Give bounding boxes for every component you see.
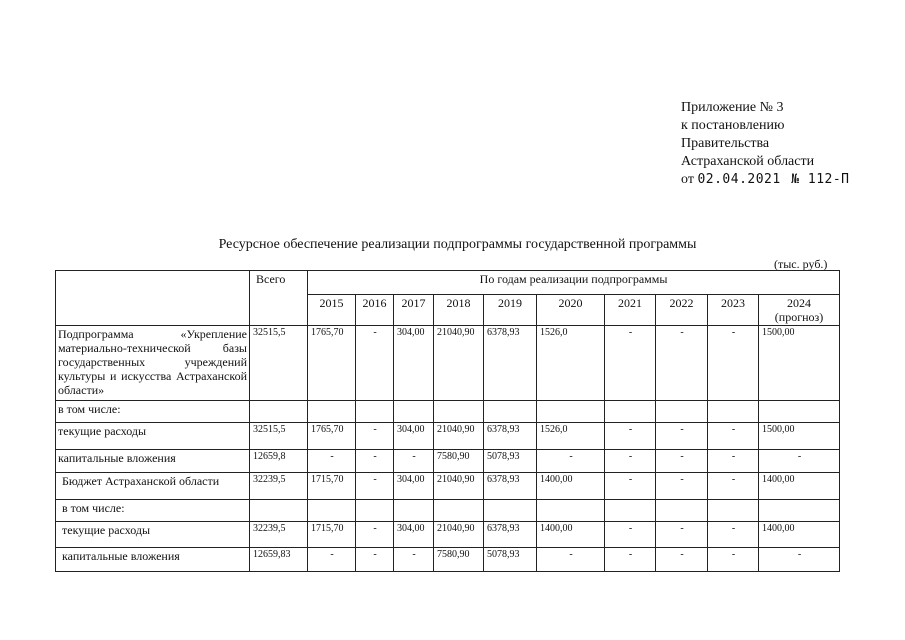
year-value-cell: - [537,548,605,572]
year-value-cell: 6378,93 [484,473,537,500]
document-title: Ресурсное обеспечение реализации подпрограммы государственной программы [218,237,697,252]
row-label: капитальные вложения [56,450,250,473]
capital-investments-row [56,450,840,473]
year-value-cell [605,401,656,423]
year-value-cell: - [708,450,759,473]
forecast-note: (прогноз) [774,310,824,324]
resolution-date: 02.04.2021 [697,172,781,187]
year-value-cell: - [356,473,394,500]
appendix-line-2: к постановлению [681,118,785,133]
year-value-cell: - [656,326,708,401]
year-value-cell: - [656,423,708,450]
year-header: 2022 [656,295,708,326]
year-value-cell: - [605,423,656,450]
year-value-cell [434,401,484,423]
year-value-cell: 7580,90 [434,450,484,473]
year-value-cell [394,500,434,522]
year-value-cell [759,401,840,423]
year-value-cell: 21040,90 [434,522,484,548]
appendix-line-4: Астраханской области [681,154,815,169]
header-empty-cell [56,271,250,326]
year-value-cell: - [605,522,656,548]
including-row [56,401,840,423]
header-row-1 [56,271,840,295]
year-value-cell: 21040,90 [434,423,484,450]
year-value-cell: - [356,450,394,473]
year-value-cell: - [708,522,759,548]
year-header: 2019 [484,295,537,326]
resolution-number: № 112-П [791,172,850,187]
year-value-cell: 1526,0 [537,423,605,450]
year-value-cell: - [759,548,840,572]
total-cell [250,500,308,522]
year-value-cell: 1500,00 [759,326,840,401]
year-value-cell: 7580,90 [434,548,484,572]
year-value-cell: 1400,00 [537,473,605,500]
row-label: капитальные вложения [56,548,250,572]
year-value-cell: 1400,00 [537,522,605,548]
year-value-cell: 1400,00 [759,522,840,548]
year-value-cell [537,500,605,522]
including-row [56,500,840,522]
capital-investments-row [56,548,840,572]
year-value-cell: - [605,326,656,401]
year-value-cell [484,500,537,522]
year-value-cell: 304,00 [394,473,434,500]
total-cell [250,401,308,423]
year-value-cell: - [656,450,708,473]
year-value-cell [656,500,708,522]
year-value-cell: 21040,90 [434,473,484,500]
year-value-cell: - [708,473,759,500]
header-total: Всего [250,271,308,326]
year-value-cell: 304,00 [394,326,434,401]
appendix-block [681,99,850,189]
regional-budget-row [56,473,840,500]
total-cell: 32515,5 [250,326,308,401]
year-header: 2021 [605,295,656,326]
year-value-cell: - [356,326,394,401]
year-header: 2015 [308,295,356,326]
year-value-cell [537,401,605,423]
year-value-cell: - [605,450,656,473]
total-cell: 32239,5 [250,473,308,500]
year-value-cell: 5078,93 [484,450,537,473]
year-value-cell: - [708,326,759,401]
current-expenses-row [56,423,840,450]
year-value-cell: - [605,548,656,572]
appendix-line-3: Правительства [681,136,770,151]
year-header: 2023 [708,295,759,326]
row-label: в том числе: [56,401,250,423]
row-label: текущие расходы [56,423,250,450]
year-header: 2016 [356,295,394,326]
total-cell: 12659,8 [250,450,308,473]
header-years-group: По годам реализации подпрограммы [308,271,840,295]
year-value-cell: - [537,450,605,473]
row-label: в том числе: [56,500,250,522]
total-cell: 32239,5 [250,522,308,548]
year-value-cell [356,401,394,423]
year-value-cell [759,500,840,522]
year-value-cell: 6378,93 [484,423,537,450]
year-value-cell [394,401,434,423]
year-value-cell: 1500,00 [759,423,840,450]
date-prefix: от [681,172,694,187]
appendix-date-line [681,171,850,189]
year-value-cell [434,500,484,522]
year-value-cell: 304,00 [394,522,434,548]
year-value-cell: 21040,90 [434,326,484,401]
current-expenses-row [56,522,840,548]
year-value-cell: - [356,548,394,572]
year-value-cell: 1400,00 [759,473,840,500]
year-value-cell: 1526,0 [537,326,605,401]
row-label: Подпрограмма «Укрепление материально-технической базы государственных учреждений культуры и искусства Астраханской области» [56,326,250,401]
year-value-cell: - [356,423,394,450]
year-value-cell: - [394,548,434,572]
year-header: 2017 [394,295,434,326]
year-value-cell [656,401,708,423]
year-value-cell: 1715,70 [308,473,356,500]
year-header: 2020 [537,295,605,326]
year-value-cell [708,500,759,522]
appendix-line-1: Приложение № 3 [681,100,784,115]
year-header-forecast [759,295,840,326]
year-value-cell: - [394,450,434,473]
year-value-cell: - [605,473,656,500]
total-cell: 12659,83 [250,548,308,572]
year-value-cell: - [308,450,356,473]
year-value-cell: 1765,70 [308,423,356,450]
year-header: 2018 [434,295,484,326]
year-value-cell: - [356,522,394,548]
year-value-cell: - [656,473,708,500]
year-value-cell [308,500,356,522]
year-value-cell: 1765,70 [308,326,356,401]
resource-table [55,270,840,572]
year-value-cell: 6378,93 [484,326,537,401]
year-value-cell: - [308,548,356,572]
units-label: (тыс. руб.) [774,257,828,271]
year-2024: 2024 [787,296,812,310]
row-label: текущие расходы [56,522,250,548]
year-value-cell: - [708,423,759,450]
row-label: Бюджет Астраханской области [56,473,250,500]
year-value-cell [308,401,356,423]
subprogram-row [56,326,840,401]
year-value-cell: 304,00 [394,423,434,450]
year-value-cell: 1715,70 [308,522,356,548]
year-value-cell: - [708,548,759,572]
year-value-cell [605,500,656,522]
year-value-cell [708,401,759,423]
year-value-cell: - [759,450,840,473]
year-value-cell: 5078,93 [484,548,537,572]
year-value-cell: - [656,522,708,548]
year-value-cell: 6378,93 [484,522,537,548]
year-value-cell: - [656,548,708,572]
year-value-cell [484,401,537,423]
year-value-cell [356,500,394,522]
total-cell: 32515,5 [250,423,308,450]
